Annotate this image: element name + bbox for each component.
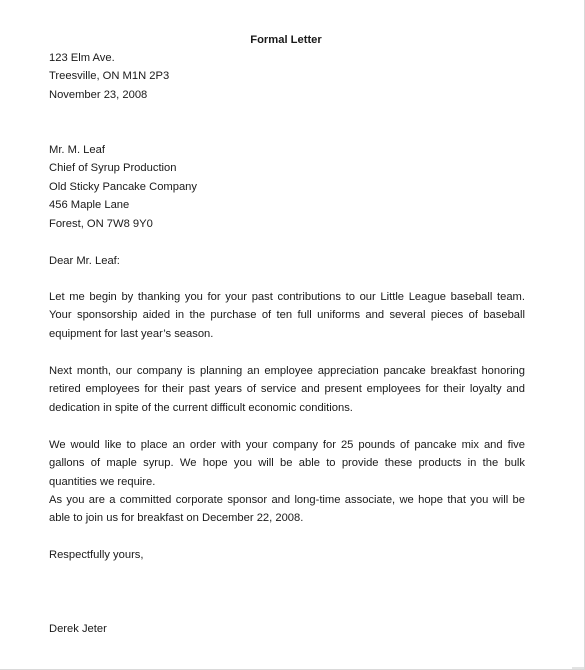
body-paragraph-1: Let me begin by thanking you for your past contributions to our Little League baseball team. Your sponsorship aided in the purchase of ten full uniforms and several pieces of baseball equipment for last year’s season. (49, 291, 525, 340)
closing: Respectfully yours, (49, 549, 144, 561)
sender-city: Treesville, ON M1N 2P3 (49, 70, 170, 83)
recipient-street: 456 Maple Lane (49, 199, 130, 212)
recipient-name: Mr. M. Leaf (49, 144, 105, 156)
recipient-address (49, 141, 525, 233)
recipient-position: Chief of Syrup Production (49, 162, 177, 175)
recipient-city: Forest, ON 7W8 9Y0 (49, 217, 153, 230)
body-paragraph-3: We would like to place an order with your company for 25 pounds of pancake mix and five gallons of maple syrup. We hope you will be able to provide these products in the bulk quantities we require. (49, 439, 525, 488)
letter-title: Formal Letter (250, 34, 322, 46)
body-paragraph-2: Next month, our company is planning an employee appreciation pancake breakfast honoring retired employees for their past years of service and present employees for their loyalty and dedication in spite of the current difficult economic conditions. (49, 365, 525, 414)
signature-name: Derek Jeter (49, 623, 107, 635)
letter-date: November 23, 2008 (49, 88, 148, 101)
body-paragraph-4: As you are a committed corporate sponsor and long-time associate, we hope that you will be able to join us for breakfast on December 22, 2008. (49, 494, 525, 525)
page-edge-shadow (572, 667, 584, 669)
recipient-company: Old Sticky Pancake Company (49, 180, 197, 193)
salutation: Dear Mr. Leaf: (49, 255, 120, 267)
sender-address (49, 49, 525, 104)
sender-street: 123 Elm Ave. (49, 52, 115, 64)
